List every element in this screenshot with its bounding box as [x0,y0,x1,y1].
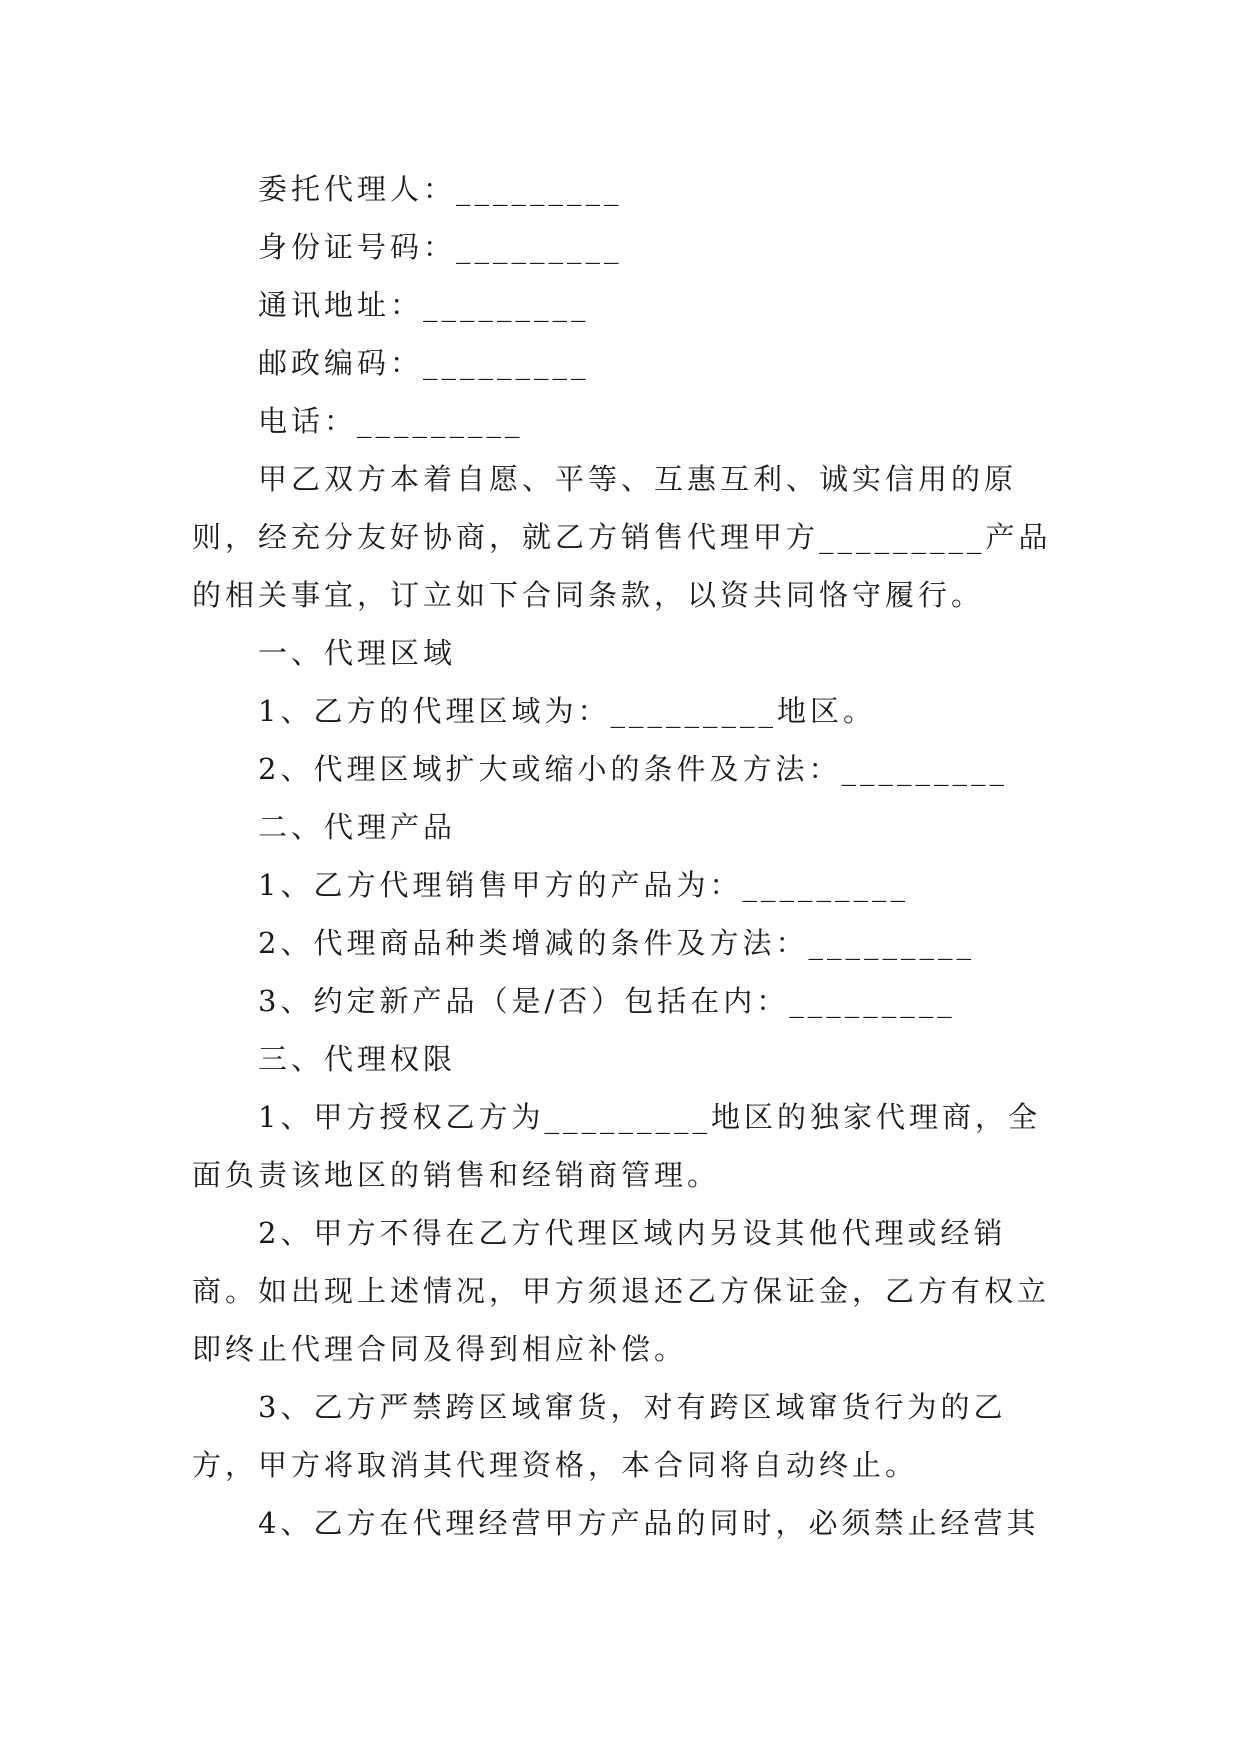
clause-authority-4: 4、乙方在代理经营甲方产品的同时，必须禁止经营其 [258,1506,1040,1540]
section-heading-region: 一、代理区域 [258,636,457,670]
section-heading-products: 二、代理产品 [258,810,457,844]
phone-line: 电话：_________ [258,404,524,438]
preamble-paragraph: 甲乙双方本着自愿、平等、互惠互利、诚实信用的原则，经充分友好协商，就乙方销售代理甲方_________产品的相关事宜，订立如下合同条款，以资共同恪守履行。 [192,462,1052,612]
document-body [192,160,1054,1552]
clause-authority-3: 3、乙方严禁跨区域窜货，对有跨区域窜货行为的乙方，甲方将取消其代理资格，本合同将自动终止。 [192,1390,1007,1482]
clause-products-1: 1、乙方代理销售甲方的产品为：_________ [258,868,909,902]
clause-products-3: 3、约定新产品（是/否）包括在内：_________ [258,984,956,1018]
address-line: 通讯地址：_________ [258,288,590,322]
clause-products-2: 2、代理商品种类增减的条件及方法：_________ [258,926,975,960]
postal-code-line: 邮政编码：_________ [258,346,590,380]
clause-region-1: 1、乙方的代理区域为：_________地区。 [258,694,876,728]
id-number-line: 身份证号码：_________ [258,230,623,264]
clause-authority-1: 1、甲方授权乙方为_________地区的独家代理商，全面负责该地区的销售和经销商管理。 [192,1100,1041,1192]
section-heading-authority: 三、代理权限 [258,1042,457,1076]
clause-authority-2: 2、甲方不得在乙方代理区域内另设其他代理或经销商。如出现上述情况，甲方须退还乙方保证金，乙方有权立即终止代理合同及得到相应补偿。 [192,1216,1051,1366]
clause-region-2: 2、代理区域扩大或缩小的条件及方法：_________ [258,752,1008,786]
agent-line: 委托代理人：_________ [258,172,623,206]
